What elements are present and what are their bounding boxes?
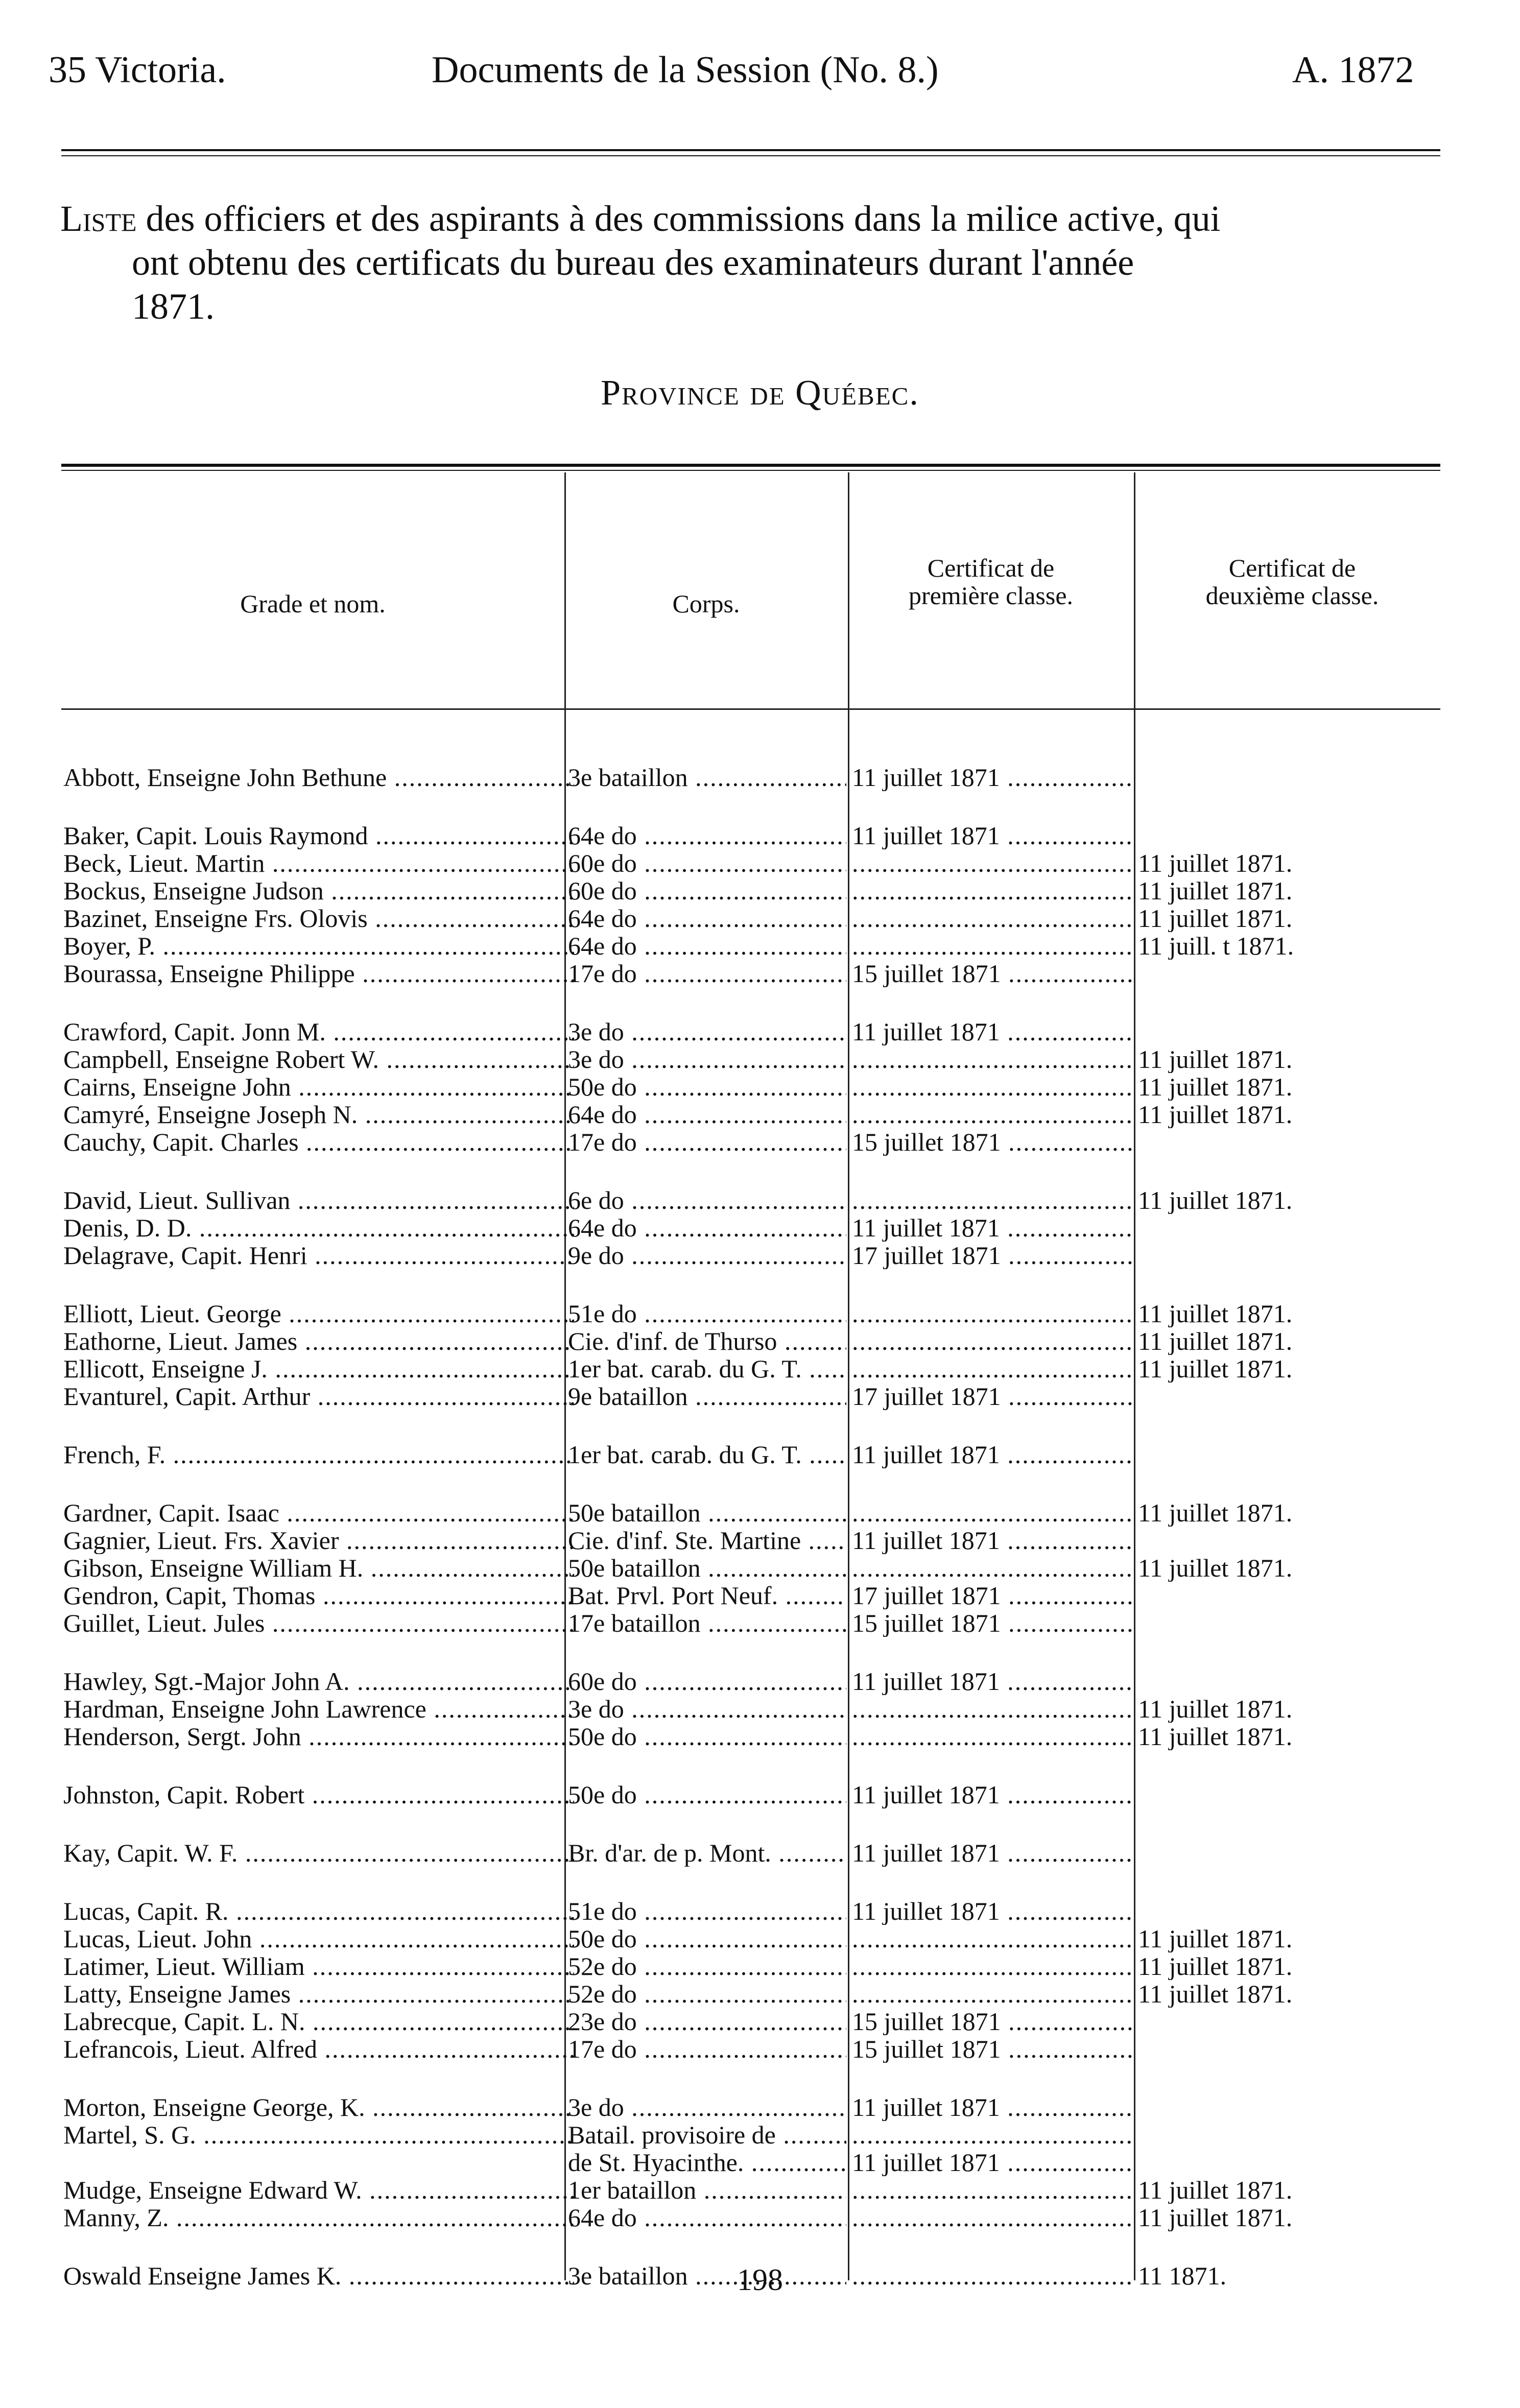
second-class-cell: 11 juillet 1871. (1138, 1499, 1293, 1527)
table-row (61, 1897, 1440, 1925)
first-class-cell: 11 juillet 1871 ..... (852, 1839, 1133, 1867)
corps-cell: 3e do ..... (568, 1695, 846, 1723)
page-number: 198 (737, 2263, 783, 2297)
second-class-cell: 11 juillet 1871. (1138, 1327, 1293, 1355)
corps-cell: 60e do ..... (568, 877, 846, 904)
group-spacer (61, 1468, 1440, 1499)
officer-name: Beck, Lieut. Martin ..... (63, 849, 574, 877)
corps-cell: Bat. Prvl. Port Neuf. ..... (568, 1582, 846, 1609)
table-row (61, 1839, 1440, 1867)
corps-cell: 9e bataillon ..... (568, 1382, 846, 1410)
group-spacer (61, 1808, 1440, 1839)
header-title: Documents de la Session (No. 8.) (432, 49, 939, 91)
second-class-cell: 11 juillet 1871. (1138, 1925, 1293, 1952)
group-spacer (61, 2231, 1440, 2262)
first-class-cell (852, 1925, 1133, 1952)
intro-line-2: ont obtenu des certificats du bureau des examinateurs durant l'année (132, 242, 1134, 283)
officer-name: Lucas, Lieut. John ..... (63, 1925, 574, 1952)
table-row (61, 1667, 1440, 1695)
officer-name: Gagnier, Lieut. Frs. Xavier ..... (63, 1527, 574, 1554)
first-class-cell (852, 1952, 1133, 1980)
table-body (61, 764, 1440, 2290)
table-row (61, 1101, 1440, 1128)
officer-name: Delagrave, Capit. Henri ..... (63, 1242, 574, 1269)
corps-cell: 1er bat. carab. du G. T. ..... (568, 1355, 846, 1382)
group-spacer (61, 1410, 1440, 1441)
header-year: A. 1872 (1292, 49, 1414, 91)
first-class-cell (852, 1045, 1133, 1073)
officer-name: Latimer, Lieut. William ..... (63, 1952, 574, 1980)
table-row (61, 1327, 1440, 1355)
second-class-cell: 11 juillet 1871. (1138, 1355, 1293, 1382)
first-class-cell (852, 1355, 1133, 1382)
table-row (61, 1128, 1440, 1156)
first-class-cell: 11 juillet 1871 ..... (852, 822, 1133, 849)
corps-cell: Cie. d'inf. de Thurso ..... (568, 1327, 846, 1355)
table-row (61, 960, 1440, 987)
group-spacer (61, 1269, 1440, 1300)
second-class-cell: 11 juillet 1871. (1138, 1300, 1293, 1327)
column-header-second-class: Certificat de deuxième classe. (1205, 554, 1379, 610)
officer-name: Guillet, Lieut. Jules ..... (63, 1609, 574, 1637)
second-class-cell: 11 juillet 1871. (1138, 2176, 1293, 2204)
second-class-cell: 11 juillet 1871. (1138, 2204, 1293, 2231)
officer-name: Kay, Capit. W. F. ..... (63, 1839, 574, 1867)
table-row (61, 2035, 1440, 2063)
first-class-cell (852, 2121, 1133, 2149)
table-row (61, 877, 1440, 904)
officer-name: Campbell, Enseigne Robert W. ..... (63, 1045, 574, 1073)
second-class-cell: 11 juillet 1871. (1138, 904, 1293, 932)
table-row (61, 2093, 1440, 2121)
table-row (61, 1723, 1440, 1750)
group-spacer (61, 791, 1440, 822)
second-class-cell: 11 juillet 1871. (1138, 849, 1293, 877)
second-class-cell: 11 juillet 1871. (1138, 1186, 1293, 1214)
first-class-cell (852, 1300, 1133, 1327)
table-row (61, 1242, 1440, 1269)
second-class-cell: 11 juillet 1871. (1138, 1952, 1293, 1980)
first-class-cell: 11 juillet 1871 ..... (852, 1897, 1133, 1925)
corps-cell: Cie. d'inf. Ste. Martine ..... (568, 1527, 846, 1554)
header-volume: 35 Victoria. (49, 49, 226, 91)
corps-cell: 64e do ..... (568, 1214, 846, 1242)
officer-name: Hardman, Enseigne John Lawrence ..... (63, 1695, 574, 1723)
corps-cell: 3e do ..... (568, 1018, 846, 1045)
table-row (61, 1382, 1440, 1410)
group-spacer (61, 1867, 1440, 1897)
intro-line-1: des officiers et des aspirants à des commissions dans la milice active, qui (146, 198, 1221, 239)
corps-cell: 23e do ..... (568, 2008, 846, 2035)
table-row (61, 2149, 1440, 2176)
corps-cell: 9e do ..... (568, 1242, 846, 1269)
corps-cell: 64e do ..... (568, 904, 846, 932)
officer-name: Manny, Z. ..... (63, 2204, 574, 2231)
second-class-cell: 11 juillet 1871. (1138, 1723, 1293, 1750)
first-class-cell: 11 juillet 1871 ..... (852, 1018, 1133, 1045)
group-spacer (61, 987, 1440, 1018)
corps-cell: 51e do ..... (568, 1897, 846, 1925)
corps-cell: 17e do ..... (568, 1128, 846, 1156)
first-class-cell (852, 1073, 1133, 1101)
corps-cell: 60e do ..... (568, 849, 846, 877)
officer-name: Eathorne, Lieut. James ..... (63, 1327, 574, 1355)
corps-cell: de St. Hyacinthe. ..... (568, 2149, 846, 2176)
corps-cell: 64e do ..... (568, 822, 846, 849)
intro-paragraph (60, 197, 1439, 328)
table-row (61, 1781, 1440, 1808)
first-class-cell: 11 juillet 1871 ..... (852, 1527, 1133, 1554)
officer-name: Evanturel, Capit. Arthur ..... (63, 1382, 574, 1410)
first-class-cell (852, 932, 1133, 960)
first-class-cell: 15 juillet 1871 ..... (852, 2035, 1133, 2063)
officer-name: French, F. ..... (63, 1441, 574, 1468)
group-spacer (61, 1637, 1440, 1667)
corps-cell: 52e do ..... (568, 1952, 846, 1980)
officer-name: Cairns, Enseigne John ..... (63, 1073, 574, 1101)
corps-cell: 50e bataillon ..... (568, 1499, 846, 1527)
header-rule-top (61, 149, 1440, 151)
first-class-cell: 11 juillet 1871 ..... (852, 1214, 1133, 1242)
table-row (61, 1980, 1440, 2008)
corps-cell: 50e do ..... (568, 1781, 846, 1808)
first-class-cell (852, 2176, 1133, 2204)
first-class-cell: 11 juillet 1871 ..... (852, 2149, 1133, 2176)
first-class-cell (852, 877, 1133, 904)
second-class-cell: 11 juill. t 1871. (1138, 932, 1294, 960)
officer-name: Lucas, Capit. R. ..... (63, 1897, 574, 1925)
officer-name: Latty, Enseigne James ..... (63, 1980, 574, 2008)
header-separator (61, 708, 1440, 710)
officers-table (61, 472, 1440, 2352)
table-row (61, 1952, 1440, 1980)
second-class-cell: 11 juillet 1871. (1138, 1073, 1293, 1101)
table-row (61, 764, 1440, 791)
table-row (61, 904, 1440, 932)
officer-name: Gibson, Enseigne William H. ..... (63, 1554, 574, 1582)
table-row (61, 1527, 1440, 1554)
corps-cell: Br. d'ar. de p. Mont. ..... (568, 1839, 846, 1867)
second-class-cell: 11 juillet 1871. (1138, 1695, 1293, 1723)
table-row (61, 849, 1440, 877)
second-class-cell: 11 juillet 1871. (1138, 1980, 1293, 2008)
table-row (61, 1045, 1440, 1073)
province-heading: Province de Québec. (601, 373, 919, 413)
table-row (61, 1582, 1440, 1609)
table-row (61, 1355, 1440, 1382)
first-class-cell (852, 1723, 1133, 1750)
first-class-cell (852, 1554, 1133, 1582)
first-class-cell: 15 juillet 1871 ..... (852, 960, 1133, 987)
first-class-cell (852, 1980, 1133, 2008)
corps-cell: 52e do ..... (568, 1980, 846, 2008)
first-class-cell: 15 juillet 1871 ..... (852, 1128, 1133, 1156)
table-row (61, 1695, 1440, 1723)
corps-cell: 3e bataillon ..... (568, 2262, 846, 2290)
table-row (61, 2204, 1440, 2231)
corps-cell: 6e do ..... (568, 1186, 846, 1214)
officer-name: Abbott, Enseigne John Bethune ..... (63, 764, 574, 791)
table-row (61, 2121, 1440, 2149)
table-row (61, 1609, 1440, 1637)
corps-cell: 3e do ..... (568, 1045, 846, 1073)
table-top-rule (61, 464, 1440, 467)
table-row (61, 1499, 1440, 1527)
intro-line-3: 1871. (132, 286, 215, 327)
first-class-cell: 17 juillet 1871 ..... (852, 1242, 1133, 1269)
officer-name: Camyré, Enseigne Joseph N. ..... (63, 1101, 574, 1128)
second-class-cell: 11 juillet 1871. (1138, 1101, 1293, 1128)
corps-cell: 60e do ..... (568, 1667, 846, 1695)
officer-name: Labrecque, Capit. L. N. ..... (63, 2008, 574, 2035)
officer-name: David, Lieut. Sullivan ..... (63, 1186, 574, 1214)
corps-cell: 51e do ..... (568, 1300, 846, 1327)
second-class-cell: 11 juillet 1871. (1138, 1045, 1293, 1073)
first-class-cell: 11 juillet 1871 ..... (852, 1441, 1133, 1468)
officer-name: Denis, D. D. ..... (63, 1214, 574, 1242)
group-spacer (61, 1156, 1440, 1186)
officer-name: Lefrancois, Lieut. Alfred ..... (63, 2035, 574, 2063)
table-row (61, 1073, 1440, 1101)
first-class-cell: 17 juillet 1871 ..... (852, 1382, 1133, 1410)
table-row (61, 1441, 1440, 1468)
officer-name: Baker, Capit. Louis Raymond ..... (63, 822, 574, 849)
officer-name: Elliott, Lieut. George ..... (63, 1300, 574, 1327)
first-class-cell (852, 849, 1133, 877)
officer-name: Morton, Enseigne George, K. ..... (63, 2093, 574, 2121)
officer-name: Gardner, Capit. Isaac ..... (63, 1499, 574, 1527)
first-class-cell (852, 1327, 1133, 1355)
table-row (61, 1554, 1440, 1582)
column-header-name: Grade et nom. (240, 589, 386, 618)
first-class-cell: 11 juillet 1871 ..... (852, 1667, 1133, 1695)
corps-cell: 50e do ..... (568, 1723, 846, 1750)
table-top-rule-thin (61, 470, 1440, 471)
first-class-cell (852, 2204, 1133, 2231)
first-class-cell (852, 904, 1133, 932)
first-class-cell: 11 juillet 1871 ..... (852, 764, 1133, 791)
officer-name: Mudge, Enseigne Edward W. ..... (63, 2176, 574, 2204)
table-row (61, 1214, 1440, 1242)
corps-cell: 1er bataillon ..... (568, 2176, 846, 2204)
corps-cell: 17e do ..... (568, 960, 846, 987)
officer-name: Boyer, P. ..... (63, 932, 574, 960)
officer-name: Gendron, Capit, Thomas ..... (63, 1582, 574, 1609)
table-row (61, 2176, 1440, 2204)
first-class-cell: 11 juillet 1871 ..... (852, 1781, 1133, 1808)
corps-cell: 3e do ..... (568, 2093, 846, 2121)
corps-cell: Batail. provisoire de ..... (568, 2121, 846, 2149)
first-class-cell (852, 1695, 1133, 1723)
officer-name: Bourassa, Enseigne Philippe ..... (63, 960, 574, 987)
officer-name: Oswald Enseigne James K. ..... (63, 2262, 574, 2290)
group-spacer (61, 1750, 1440, 1781)
first-class-cell: 17 juillet 1871 ..... (852, 1582, 1133, 1609)
corps-cell: 17e bataillon ..... (568, 1609, 846, 1637)
header-rule-bottom (61, 155, 1440, 156)
table-row (61, 822, 1440, 849)
table-row (61, 1300, 1440, 1327)
officer-name: Bockus, Enseigne Judson ..... (63, 877, 574, 904)
first-class-cell (852, 1101, 1133, 1128)
corps-cell: 3e bataillon ..... (568, 764, 846, 791)
second-class-cell: 11 juillet 1871. (1138, 877, 1293, 904)
corps-cell: 64e do ..... (568, 1101, 846, 1128)
first-class-cell (852, 1186, 1133, 1214)
officer-name: Ellicott, Enseigne J. ..... (63, 1355, 574, 1382)
corps-cell: 1er bat. carab. du G. T. ..... (568, 1441, 846, 1468)
first-class-cell: 15 juillet 1871 ..... (852, 1609, 1133, 1637)
corps-cell: 64e do ..... (568, 932, 846, 960)
corps-cell: 64e do ..... (568, 2204, 846, 2231)
corps-cell: 50e do ..... (568, 1925, 846, 1952)
corps-cell: 50e bataillon ..... (568, 1554, 846, 1582)
first-class-cell (852, 1499, 1133, 1527)
officer-name: Martel, S. G. ..... (63, 2121, 574, 2149)
officer-name: Henderson, Sergt. John ..... (63, 1723, 574, 1750)
table-row (61, 1186, 1440, 1214)
first-class-cell: 11 juillet 1871 ..... (852, 2093, 1133, 2121)
officer-name: Hawley, Sgt.-Major John A. ..... (63, 1667, 574, 1695)
corps-cell: 50e do ..... (568, 1073, 846, 1101)
table-row (61, 932, 1440, 960)
column-header-corps: Corps. (672, 589, 740, 618)
column-header-first-class: Certificat de première classe. (908, 554, 1074, 610)
officer-name: Crawford, Capit. Jonn M. ..... (63, 1018, 574, 1045)
intro-lead: Liste (60, 198, 137, 239)
second-class-cell: 11 juillet 1871. (1138, 1554, 1293, 1582)
corps-cell: 17e do ..... (568, 2035, 846, 2063)
group-spacer (61, 2063, 1440, 2093)
table-row (61, 1018, 1440, 1045)
table-row (61, 2008, 1440, 2035)
officer-name: Bazinet, Enseigne Frs. Olovis ..... (63, 904, 574, 932)
table-row (61, 1925, 1440, 1952)
second-class-cell: 11 1871. (1138, 2262, 1227, 2290)
officer-name: Johnston, Capit. Robert ..... (63, 1781, 574, 1808)
officer-name: Cauchy, Capit. Charles ..... (63, 1128, 574, 1156)
first-class-cell: 15 juillet 1871 ..... (852, 2008, 1133, 2035)
